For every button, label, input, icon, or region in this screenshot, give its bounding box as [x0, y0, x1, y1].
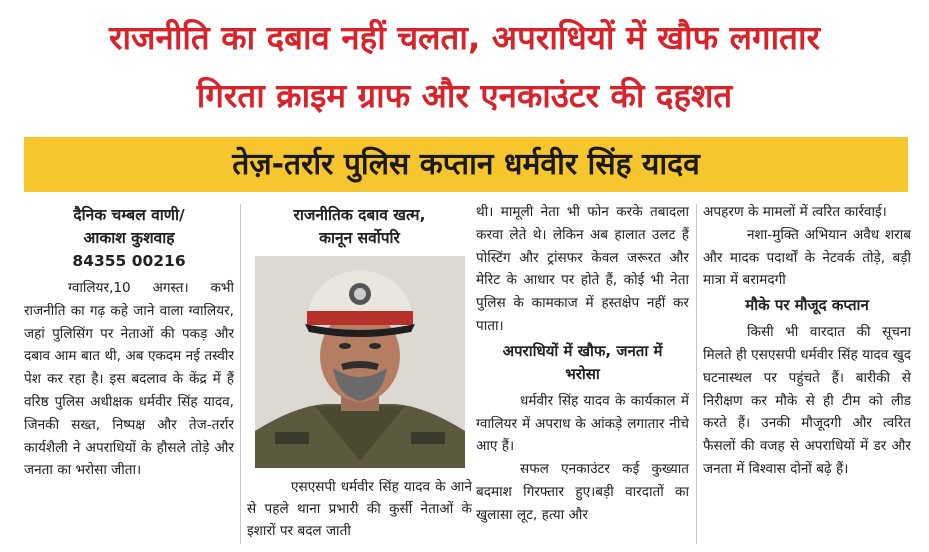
col3-subheading-line-1: अपराधियों में खौफ, जनता में	[502, 341, 663, 360]
col3-subheading	[476, 340, 689, 386]
headline-line-2: गिरता क्राइम ग्राफ और एनकाउंटर की दहशत	[196, 76, 733, 115]
col3-paragraph-2: धर्मवीर सिंह यादव के कार्यकाल में ग्वालियर में अपराध के आंकड़े लगातार नीचे आए हैं।	[476, 392, 689, 455]
col2-heading-line-1: राजनीतिक दबाव खत्म,	[293, 206, 426, 224]
col3-paragraph-3: सफल एनकाउंटर कई कुख्यात बदमाश गिरफ्तार हुए।बड़ी वारदातों का खुलासा लूट, हत्या और	[476, 461, 689, 523]
column-divider	[696, 204, 697, 544]
officer-portrait-icon	[255, 256, 465, 468]
col3-paragraph-1: थी। मामूली नेता भी फोन करके तबादला करवा लेते थे। लेकिन अब हालात उलट हैं पोस्टिंग और ट्रांसफर केवल जरूरत और मेरिट के आधार पर होते हैं, कोई भी नेता पुलिस के कामकाज में हस्तक्षेप नहीं कर पाता।	[476, 204, 689, 334]
banner	[24, 137, 908, 192]
headline-line-1: राजनीति का दबाव नहीं चलता, अपराधियों में खौफ लगातार	[108, 18, 821, 57]
byline-reporter: आकाश कुशवाह	[83, 229, 175, 247]
byline-phone: 84355 00216	[72, 252, 186, 270]
col1-paragraph: ग्वालियर,10 अगस्त। कभी राजनीति का गढ़ कहे जाने वाला ग्वालियर, जहां पुलिसिंग पर नेताओं की पकड़ और दबाव आम बात थी, अब एकदम नई तस्वीर पेश कर रहा है। इस बदलाव के केंद्र में हैं वरिष्ठ पुलिस अधीक्षक धर्मवीर सिंह यादव, जिनकी सख्त, निष्पक्ष और तेज-तर्रार कार्यशैली ने अपराधियों के हौसले तोड़े और जनता का भरोसा जीता।	[24, 280, 234, 479]
column-1	[24, 204, 234, 548]
col4-paragraph-1: अपहरण के मामलों में त्वरित कार्रवाई।	[703, 204, 887, 220]
col2-heading-line-2: कानून सर्वोपरि	[319, 229, 400, 247]
col4-subheading: मौके पर मौजूद कप्तान	[745, 296, 869, 315]
col2-caption-paragraph: एसएसपी धर्मवीर सिंह यादव के आने से पहले थाना प्रभारी की कुर्सी नेताओं के इशारों पर बदल जाती	[247, 479, 472, 539]
byline-paper: दैनिक चम्बल वाणी/	[73, 206, 185, 224]
col4-paragraph-2: नशा-मुक्ति अभियान अवैध शराब और मादक पदार्थों के नेटवर्क तोड़े, बड़ी मात्रा में बरामदगी	[703, 226, 911, 289]
col3-subheading-line-2: भरोसा	[565, 364, 600, 383]
col4-paragraph-3: किसी भी वारदात की सूचना मिलते ही एसएसपी धर्मवीर सिंह यादव खुद घटनास्थल पर पहुंचते हैं। बारीकी से निरीक्षण कर मौके से ही टीम को लीड करते हैं। उनकी मौजूदगी और त्वरित फैसलों की वजह से अपराधियों में डर और जनता में विश्वास दोनों बढ़े हैं।	[703, 324, 911, 477]
column-2	[247, 204, 472, 548]
banner-text: तेज़-तर्रार पुलिस कप्तान धर्मवीर सिंह यादव	[232, 147, 700, 182]
column-divider	[240, 204, 241, 544]
column-3	[476, 201, 689, 548]
column-4	[703, 201, 911, 548]
officer-photo	[255, 256, 465, 468]
